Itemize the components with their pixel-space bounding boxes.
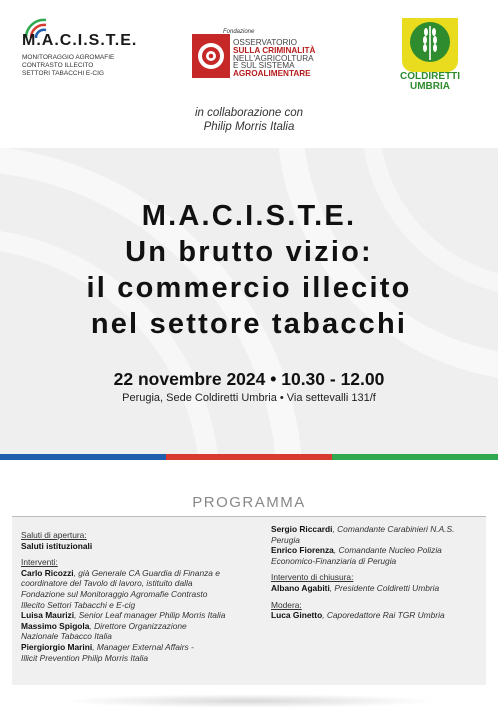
programma-heading: PROGRAMMA bbox=[192, 494, 306, 511]
macise-logo-subtitle: MONITORAGGIO AGROMAFIE CONTRASTO ILLECITO SETTORI TABACCHI E-CIG bbox=[22, 54, 115, 77]
event-location: Perugia, Sede Coldiretti Umbria • Via settevalli 131/f bbox=[122, 392, 376, 404]
saluti-value: Saluti istituzionali bbox=[21, 540, 93, 551]
event-date-time: 22 novembre 2024 • 10.30 - 12.00 bbox=[113, 369, 385, 389]
speaker-entry: Luca Ginetto, Caporedattore Rai TGR Umbria bbox=[271, 610, 445, 621]
interventi-label: Interventi: bbox=[21, 557, 58, 568]
chiusura-label: Intervento di chiusura: bbox=[271, 572, 354, 583]
speaker-entry: Luisa Maurizi, Senior Leaf manager Philip Morris Italia bbox=[21, 610, 226, 621]
programma-right-column: Sergio Riccardi, Comandante Carabinieri N.A.S. Perugia Enrico Fiorenza, Comandante Nucleo Polizia Economico-Finanziaria di Perugia Intervento di chiusura: Albano Agabiti, Presidente Coldiretti Umbria Modera: Luca Ginetto, Caporedattore Rai TGR Umbria bbox=[271, 524, 486, 621]
speaker-entry: Piergiorgio Marini, Manager External Affairs - bbox=[21, 641, 194, 652]
speaker-entry: Albano Agabiti, Presidente Coldiretti Umbria bbox=[271, 582, 440, 593]
speaker-entry: Enrico Fiorenza, Comandante Nucleo Polizia bbox=[271, 545, 442, 556]
tricolor-stripe bbox=[0, 454, 498, 460]
programma-left-column: Saluti di apertura: Saluti istituzionali Interventi: Carlo Ricozzi, già Generale CA Guardia di Finanza e coordinatore del Tavolo di lavoro, istituito dalla Fondazione sul Monitoraggio Agromafie Contrasto Illecito Settori Tabacchi e E-cig Luisa Maurizi, Senior Leaf manager Philip Morris Italia Massimo Spigola, Direttore Organizzazione Nazionale Tabacco Italia Piergiorgio Marini, Manager External Affairs - Illicit Prevention Philip Morris Italia bbox=[21, 530, 256, 663]
speaker-entry: Massimo Spigola, Direttore Organizzazione bbox=[21, 620, 187, 631]
stripe-green bbox=[332, 454, 498, 460]
coldiretti-logo-text: COLDIRETTI UMBRIA bbox=[400, 71, 460, 92]
stripe-red bbox=[166, 454, 332, 460]
event-title: M.A.C.I.S.T.E. Un brutto vizio: il commercio illecito nel settore tabacchi bbox=[86, 200, 412, 340]
collaboration-note: in collaborazione con Philip Morris Italia bbox=[194, 107, 304, 133]
macise-logo-title: M.A.C.I.S.T.E. bbox=[22, 32, 138, 49]
saluti-label: Saluti di apertura: bbox=[21, 530, 87, 540]
speaker-entry: Carlo Ricozzi, già Generale CA Guardia di Finanza e bbox=[21, 567, 220, 578]
stripe-blue bbox=[0, 454, 166, 460]
modera-label: Modera: bbox=[271, 599, 302, 610]
speaker-entry: Sergio Riccardi, Comandante Carabinieri N.A.S. bbox=[271, 524, 455, 534]
osservatorio-logo-text: OSSERVATORIO SULLA CRIMINALITÀ NELL'AGRICOLTURA E SUL SISTEMA AGROALIMENTARE bbox=[233, 38, 316, 79]
bottom-shadow bbox=[60, 694, 438, 708]
osservatorio-fondazione-label: Fondazione bbox=[223, 29, 255, 35]
